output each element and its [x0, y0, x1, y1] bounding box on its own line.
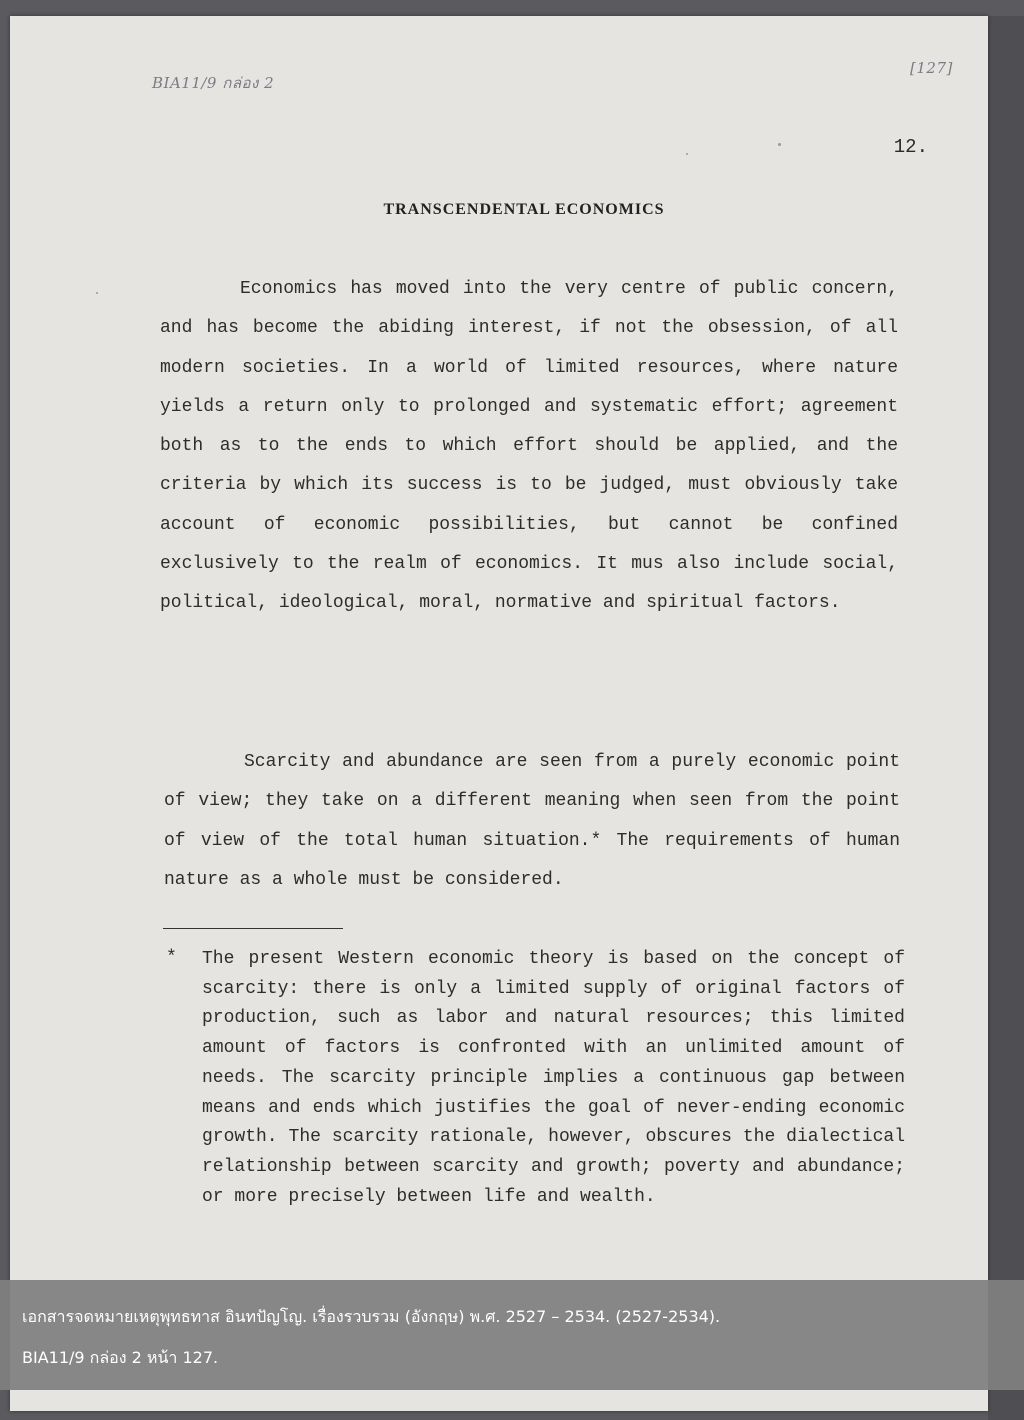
handwritten-reference: BIA11/9 กล่อง 2 — [152, 74, 275, 92]
caption-bar — [0, 1280, 1024, 1390]
page-number: 12. — [893, 136, 928, 158]
body-paragraph: Scarcity and abundance are seen from a purely economic point of view; they take on a different meaning when seen from the point of view of the total human situation.* The requirements of human nature as a whole must be considered. — [164, 752, 900, 890]
paper-speck — [686, 153, 688, 155]
caption-citation: เอกสารจดหมายเหตุพุทธทาส อินทปัญโญ. เรื่องรวบรวม (อังกฤษ) พ.ศ. 2527 – 2534. (2527-2534). — [22, 1307, 721, 1326]
document-title: TRANSCENDENTAL ECONOMICS — [383, 201, 665, 218]
handwritten-page-number: [127] — [910, 59, 953, 77]
footnote-text: The present Western economic theory is based on the concept of scarcity: there is only a limited supply of original factors of production, such as labor and natural resources; this limited amount of factors is confronted with an unlimited amount of needs. The scarcity principle implies a continuous gap between means and ends which justifies the goal of never-ending economic growth. The scarcity rationale, however, obscures the dialectical relationship between scarcity and growth; poverty and abundance; or more precisely between life and wealth. — [202, 949, 905, 1207]
paper-speck — [96, 292, 98, 294]
caption-reference: BIA11/9 กล่อง 2 หน้า 127. — [22, 1348, 219, 1367]
footnote-divider — [163, 928, 343, 929]
paper-speck — [778, 143, 781, 146]
footnote-marker: * — [166, 948, 177, 968]
body-paragraph: Economics has moved into the very centre of public concern, and has become the abiding interest, if not the obsession, of all modern societies. In a world of limited resources, where nature yields a return only to prolonged and systematic effort; agreement both as to the ends to which effort should be applied, and the criteria by which its success is to be judged, must obviously take account of economic possibilities, but cannot be confined exclusively to the realm of economics. It mus also include social, political, ideological, moral, normative and spiritual factors. — [160, 279, 898, 614]
scan-background-edge — [988, 16, 1024, 1420]
